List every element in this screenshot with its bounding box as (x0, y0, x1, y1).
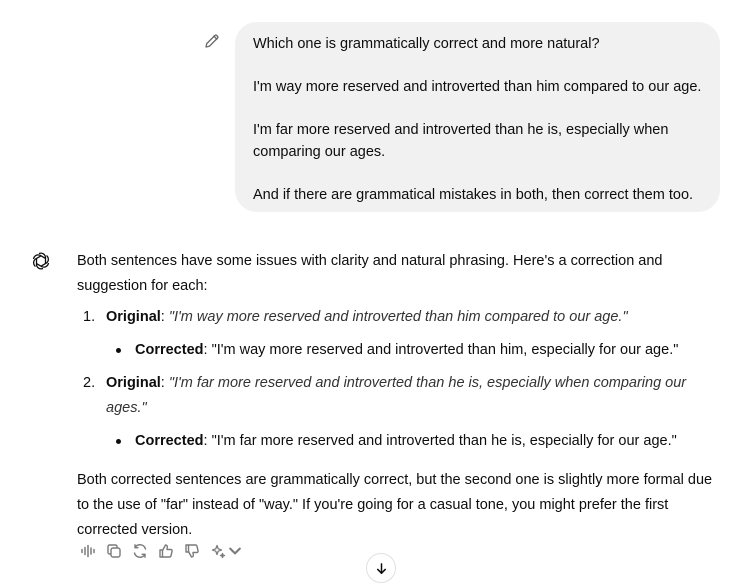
original-quote: "I'm way more reserved and introverted than him compared to our age." (168, 309, 628, 325)
pencil-icon[interactable] (203, 32, 221, 50)
thumbs-down-icon[interactable] (183, 543, 200, 560)
openai-logo-icon (30, 250, 52, 272)
original-quote: "I'm far more reserved and introverted than he is, especially when comparing our ages." (106, 375, 687, 416)
assistant-message (77, 249, 727, 543)
sub-list (106, 338, 727, 363)
user-message-line: I'm far more reserved and introverted than he is, especially when comparing our ages. (253, 122, 669, 160)
switch-model-button[interactable] (209, 543, 243, 560)
chevron-down-icon (227, 543, 243, 559)
corrected-quote: "I'm way more reserved and introverted than him, especially for our age." (211, 342, 679, 358)
user-message-line: I'm way more reserved and introverted than him compared to our age. (253, 79, 702, 95)
user-message-line: And if there are grammatical mistakes in both, then correct them too. (253, 187, 694, 203)
assistant-intro: Both sentences have some issues with clarity and natural phrasing. Here's a correction and suggestion for each: (77, 253, 663, 294)
scroll-to-bottom-button[interactable] (366, 553, 396, 583)
user-message-bubble (235, 22, 720, 212)
original-label: Original (106, 309, 161, 325)
arrow-down-icon (374, 561, 389, 576)
list-item: Corrected: "I'm way more reserved and introverted than him, especially for our age." (106, 338, 727, 363)
list-number: 1. (83, 309, 96, 325)
original-label: Original (106, 375, 161, 391)
list-item: 1. Original: "I'm way more reserved and introverted than him compared to our age." Corrected: "I'm way more reserved and introverted than him, especially for our age." (77, 305, 727, 363)
corrected-label: Corrected (135, 342, 204, 358)
sub-list (106, 429, 727, 454)
message-actions (79, 541, 243, 561)
thumbs-up-icon[interactable] (157, 543, 174, 560)
correction-list (77, 305, 727, 454)
corrected-label: Corrected (135, 433, 204, 449)
corrected-quote: "I'm far more reserved and introverted than he is, especially for our age." (211, 433, 677, 449)
list-item: 2. Original: "I'm far more reserved and introverted than he is, especially when comparing our ages." Corrected: "I'm far more reserved and introverted than he is, especially for our age." (77, 371, 727, 454)
list-number: 2. (83, 375, 96, 391)
read-aloud-icon[interactable] (79, 543, 96, 560)
list-item: Corrected: "I'm far more reserved and introverted than he is, especially for our age." (106, 429, 727, 454)
assistant-closing: Both corrected sentences are grammatically correct, but the second one is slightly more formal due to the use of "far" instead of "way." If you're going for a casual tone, you might prefer the first corrected version. (77, 472, 713, 538)
regenerate-icon[interactable] (131, 543, 148, 560)
user-message-line: Which one is grammatically correct and more natural? (253, 36, 600, 52)
copy-icon[interactable] (105, 543, 122, 560)
sparkle-icon (209, 543, 226, 560)
